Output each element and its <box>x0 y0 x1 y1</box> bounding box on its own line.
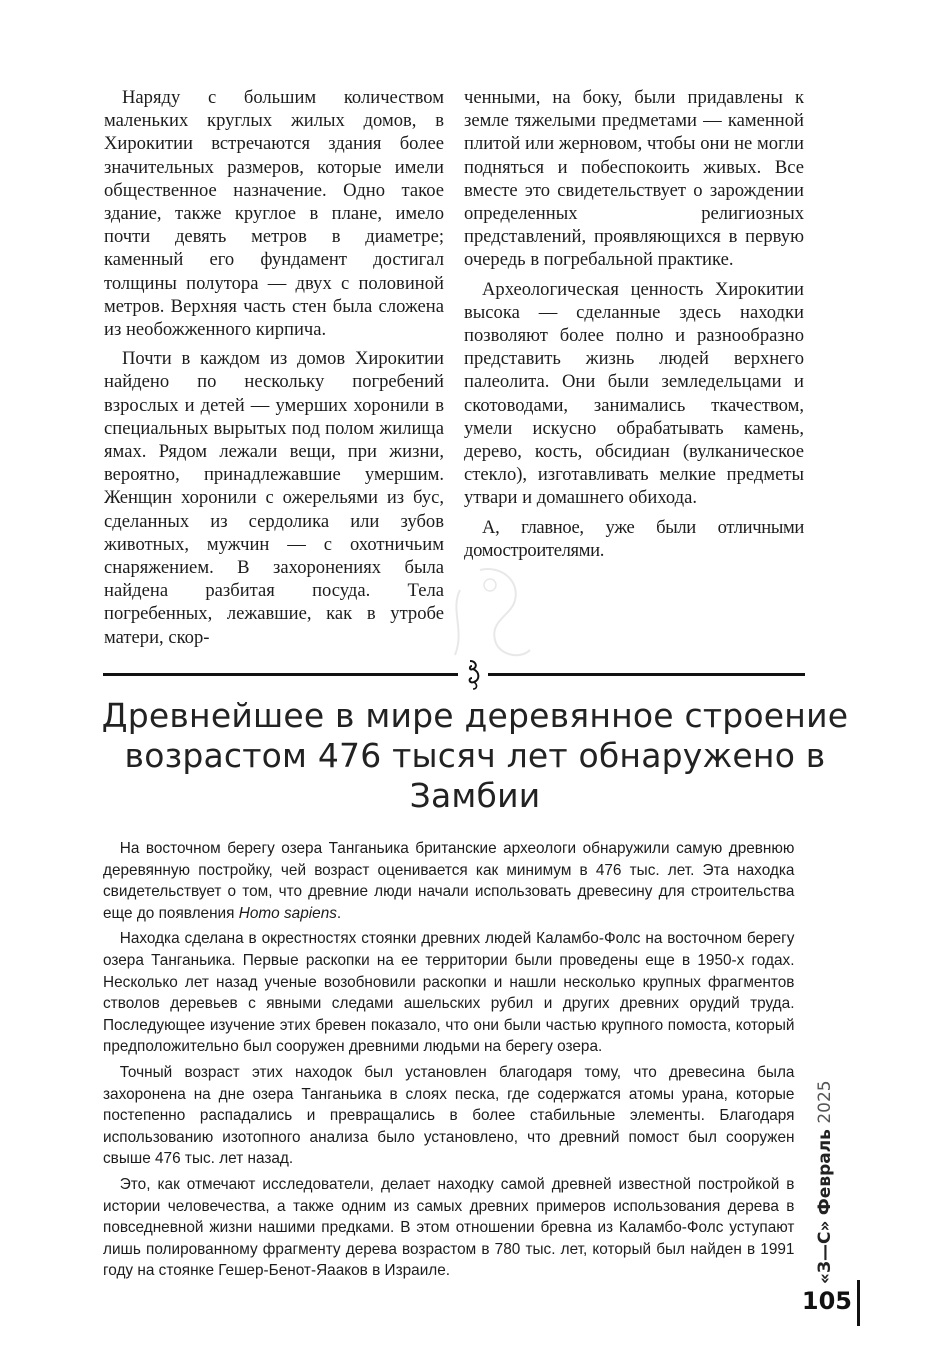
paragraph: ченными, на боку, были придавлены к земле тяжелыми предметами — каменной плитой или жерновом, чтобы они не могли подняться и побеспокоить живых. Все вместе это свидетельствует о зарождении определенных религиозных представлений, проявляющихся в первую очередь в погребальной практике. <box>464 87 804 271</box>
divider-rule-left <box>103 673 458 676</box>
paragraph-text: . <box>336 904 342 922</box>
paragraph: Точный возраст этих находок был установлен благодаря тому, что древесина была захоронена на дне озера Танганьика в слоях песка, где содержатся атомы урана, которые постепенно распадались и превращались в более стабильные элементы. Благодаря использованию изотопного анализа было установлено, что древний помост был сооружен свыше 476 тыс. лет назад. <box>103 1063 795 1168</box>
previous-article-columns <box>104 86 804 649</box>
paragraph: Находка сделана в окрестностях стоянки древних людей Каламбо-Фолс на восточном берегу озера Танганьика. Первые раскопки на ее территории были проведены еще в 1950-х годах. Несколько лет назад ученые возобновили раскопки и нашли несколько крупных фрагментов стволов деревьев с явными следами ашельских рубил и других древних орудий труда. Последующее изучение этих бревен показало, что они были частью крупного помоста, который предположительно был сооружен древними людьми на берегу озера. <box>103 930 795 1056</box>
page-number: 105 <box>801 1287 852 1315</box>
paragraph <box>103 838 794 924</box>
article-body <box>103 838 794 1282</box>
paragraph: Археологическая ценность Хирокитии высока — сделанные здесь находки позволяют более полно и разнообразно представить жизнь людей верхнего палеолита. Они были земледельцами и скотоводами, занимались ткачеством, умели искусно обрабатывать камень, дерево, кость, обсидиан (вулканическое стекло), изготавливать мелкие предметы утвари и домашнего обихода. <box>464 278 804 509</box>
column-right <box>464 86 804 649</box>
species-name: Homo sapiens <box>238 904 337 922</box>
paragraph: Это, как отмечают исследователи, делает находку самой древней известной постройкой в истории человечества, а также одним из самых древних примеров использования дерева в повседневной жизни нашими предками. В этом отношении бревна из Каламбо-Фолс уступают лишь полированному фрагменту дерева возрастом в 780 тыс. лет, который был найден в 1991 году на стоянке Гешер-Бенот-Яааков в Израиле. <box>103 1175 795 1280</box>
running-footer-text <box>812 1048 838 1284</box>
issue-year: 2025 <box>815 1080 835 1124</box>
running-footer-vertical <box>812 1048 838 1284</box>
paragraph: Почти в каждом из домов Хирокитии найдено по нескольку погребений взрослых и детей — умерших хоронили в специальных вырытых под полом жилища ямах. Рядом лежали вещи, при жизни, вероятно, принадлежавшие умершим. Женщин хоронили с ожерельями из бус, сделанных из сердолика или зубов животных, мужчин — с охотничьим снаряжением. В захоронениях была найдена разбитая посуда. Тела погребенных, лежавшие, как в утробе матери, скор- <box>104 348 444 648</box>
issue-month: Февраль <box>815 1129 835 1216</box>
page-number-bar <box>857 1280 860 1326</box>
divider-rule-right <box>488 673 805 676</box>
section-divider <box>103 672 805 678</box>
magazine-name: «З—С» <box>815 1220 835 1284</box>
column-left <box>104 86 444 649</box>
swirl-ornament-icon <box>460 658 488 692</box>
paragraph-text: На восточном берегу озера Танганьика британские археологи обнаружили самую древнюю деревянную постройку, чей возраст оценивается как минимум в 476 тыс. лет. Эта находка свидетельствует о том, что древние люди начали использовать древесину для строительства еще до появления <box>103 840 795 922</box>
article-headline: Древнейшее в мире деревянное строение возрастом 476 тысяч лет обнаружено в Замбии <box>101 696 849 815</box>
paragraph: А, главное, уже были отличными домостроителями. <box>464 516 804 561</box>
paragraph: Наряду с большим количеством маленьких круглых жилых домов, в Хирокитии встречаются здания более значительных размеров, которые имели общественное назначение. Одно такое здание, также круглое в плане, имело почти девять метров в диаметре; каменный его фундамент достигал толщины полутора — двух с половиной метров. Верхняя часть стен была сложена из необожженного кирпича. <box>104 87 444 341</box>
